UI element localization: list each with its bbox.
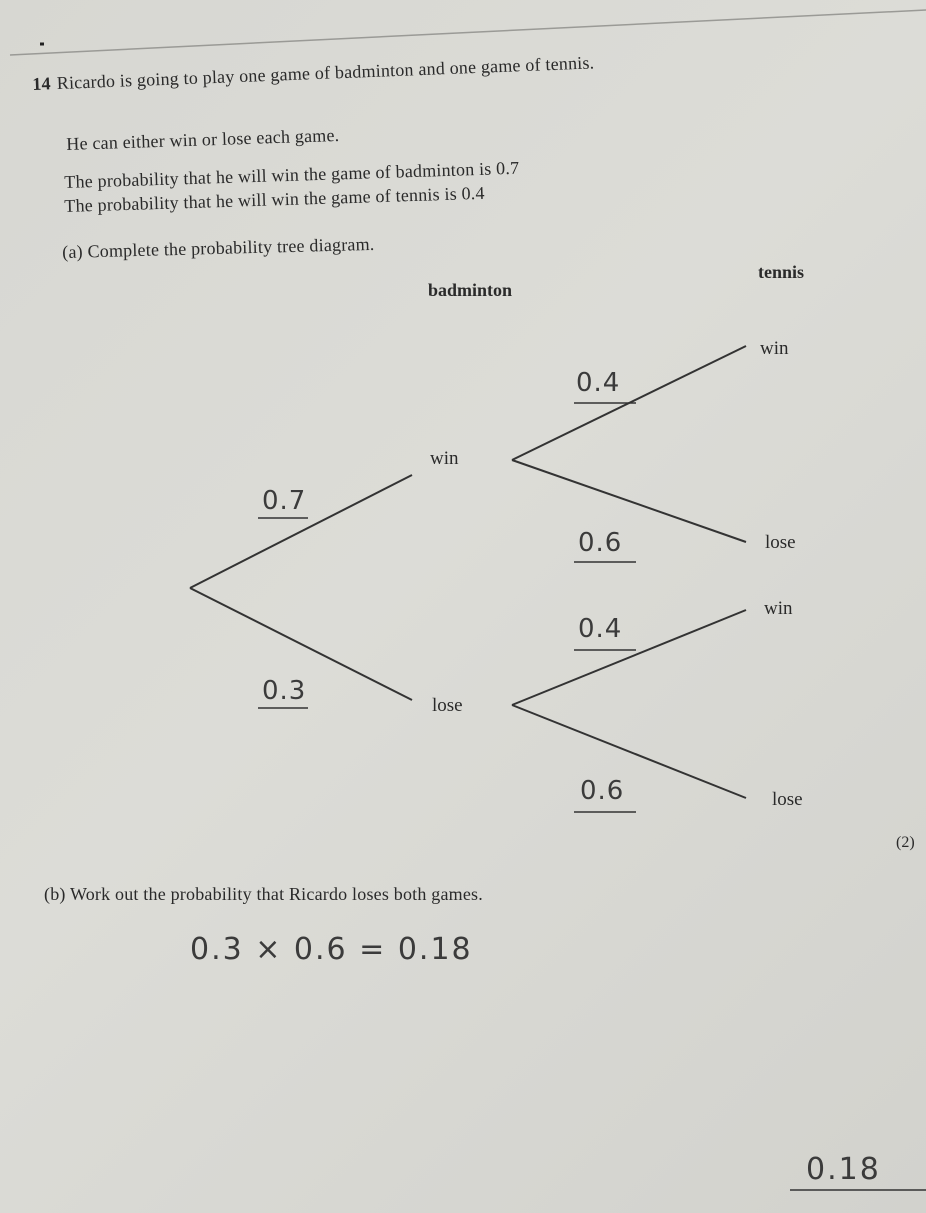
answer-tennis-bottom-win: 0.4 [578,614,623,644]
answer-badminton-win: 0.7 [262,486,307,516]
answer-tennis-top-lose: 0.6 [578,528,623,558]
part-a-marks: (2) [896,834,915,851]
label-tennis-bottom-win: win [764,598,793,619]
part-a-prompt: (a) Complete the probability tree diagram. [62,233,375,262]
part-b-prompt: (b) Work out the probability that Ricardo loses both games. [44,884,483,904]
question-line-2: He can either win or lose each game. [66,124,340,154]
part-b-final-answer: 0.18 [806,1152,881,1187]
tennis-heading: tennis [758,262,805,282]
label-badminton-win: win [430,448,459,469]
answer-tennis-top-win: 0.4 [576,368,621,398]
branch-tennis-bottom-win [512,610,746,705]
label-tennis-top-win: win [760,338,789,359]
branch-tennis-bottom-lose [512,705,746,798]
answer-tennis-bottom-lose: 0.6 [580,776,625,806]
label-badminton-lose: lose [432,695,463,716]
branch-tennis-top-lose [512,460,746,542]
question-line-3: The probability that he will win the game of badminton is 0.7 [64,157,520,192]
answer-badminton-lose: 0.3 [262,676,307,706]
label-tennis-top-lose: lose [765,532,796,553]
question-line-4: The probability that he will win the game of tennis is 0.4 [64,182,485,216]
question-intro-text: Ricardo is going to play one game of badminton and one game of tennis. [56,52,595,94]
part-b-working: 0.3 × 0.6 = 0.18 [190,932,473,967]
question-number: 14 [32,73,52,94]
label-tennis-bottom-lose: lose [772,789,803,810]
badminton-heading: badminton [428,280,513,300]
